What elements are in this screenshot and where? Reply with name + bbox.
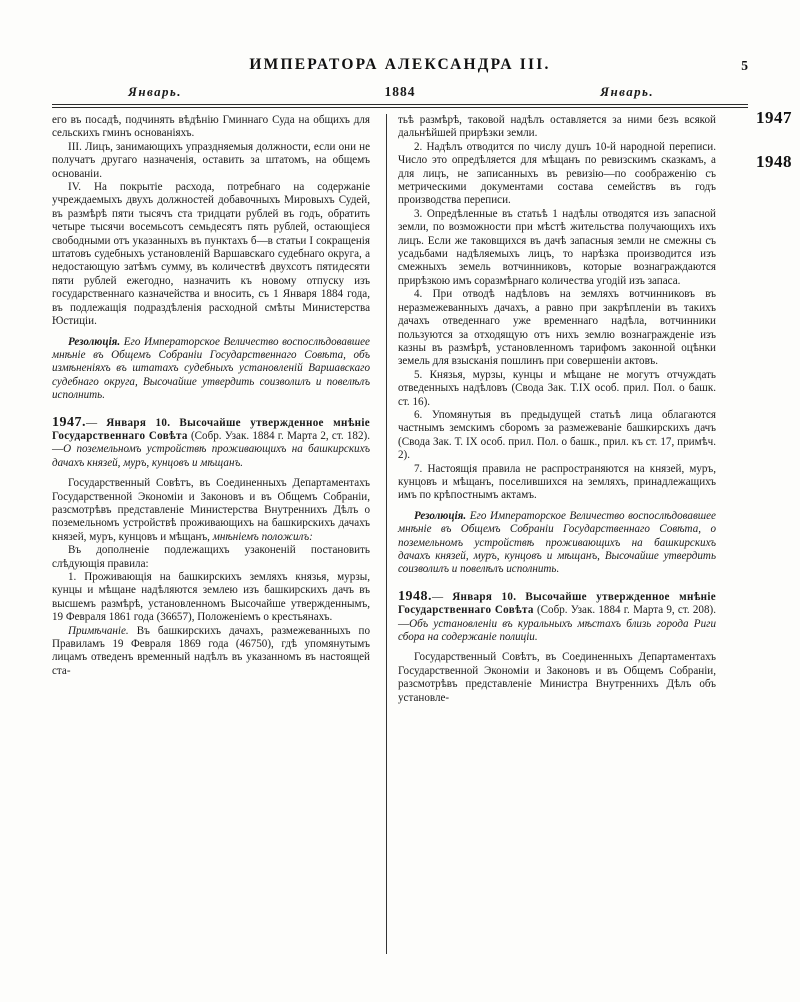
paragraph-continuation-right: тьѣ размѣрѣ, таковой надѣлъ оставляется за ними безъ всякой дальнѣйшей прирѣзки земли.	[398, 114, 716, 140]
right-column	[398, 114, 716, 705]
left-column	[52, 114, 370, 678]
entry-date-right: Января 10.	[452, 590, 517, 603]
resolution-block-right	[398, 510, 716, 577]
header-month-left: Январь.	[128, 84, 182, 99]
header-month-right: Январь.	[600, 84, 654, 99]
note-text: Въ башкирскихъ дачахъ, размежеванныхъ по Правиламъ 19 Февраля 1869 года (46750), гдѣ упомянутымъ лицамъ отведенъ временный надѣлъ въ указанномъ въ настоящей ста-	[52, 624, 371, 677]
resolution-label: Резолюція.	[68, 335, 121, 348]
entry-body-1-text: Государственный Совѣтъ, въ Соединенныхъ Департаментахъ Государственной Экономіи и Законовъ и въ Общемъ Собраніи, разсмотрѣвъ представленіе Министерства Внутреннихъ Дѣлъ о поземельномъ устройствѣ проживающихъ на башкирскихъ дачахъ князей, муръ, кунцовъ и мѣщанъ,	[52, 477, 370, 543]
resolution-text-right: Его Императорское Величество воспослѣдовавшее мнѣніе въ Общемъ Собраніи Государственнаго Совѣта, о поземельномъ устройствѣ проживающихъ на башкирскихъ дачахъ князей, муръ, кунцовъ и мѣщанъ, Высочайше утвердить соизволилъ и повелѣлъ исполнить.	[398, 509, 716, 576]
rule-3: 3. Опредѣленные въ статьѣ 1 надѣлы отводятся изъ запасной земли, по возможности при мѣстѣ жительства получающихъ ихъ лицъ. Если же таковщихся въ дачѣ запасныя земли не смежны съ усадьбами надѣляемыхъ лицъ, то нарѣзка производится изъ смежныхъ земель вотчинниковъ, которые вознаграждаются прирѣзкою имъ соразмѣрнаго количества угодій изъ запаса.	[398, 207, 716, 287]
rule-7: 7. Настоящія правила не распространяются на князей, муръ, кунцовъ и мѣщанъ, поселившихся на земляхъ, принадлежащихъ имъ по крѣпостнымъ актамъ.	[398, 462, 716, 502]
entry-body-1	[52, 477, 370, 544]
page-number: 5	[741, 58, 748, 73]
entry-heading-1947	[52, 416, 370, 471]
entry-heading-1948	[398, 590, 716, 645]
entry-number-right: 1948.	[398, 588, 432, 604]
entry-dash: —	[86, 416, 98, 429]
entry-body-2: Въ дополненіе подлежащихъ узаконеній постановить слѣдующія правила:	[52, 544, 370, 570]
entry-subject: О поземельномъ устройствѣ проживающихъ на башкирскихъ дачахъ князей, муръ, кунцовъ и мѣщанъ.	[52, 443, 370, 469]
header-rule	[52, 104, 748, 105]
resolution-block	[52, 336, 370, 403]
running-head: ИМПЕРАТОРА АЛЕКСАНДРА III.	[249, 56, 551, 73]
header-rule-thin	[52, 107, 748, 108]
entry-body-right: Государственный Совѣтъ, въ Соединенныхъ Департаментахъ Государственной Экономіи и Законовъ и въ Общемъ Собраніи, разсмотрѣвъ представленіе Министра Внутреннихъ Дѣлъ объ установле-	[398, 651, 716, 704]
rule-6: 6. Упомянутыя въ предыдущей статьѣ лица облагаются частнымъ земскимъ сборомъ за размежеваніе башкирскихъ дачъ (Свода Зак. Т. IX особ. прил. Пол. о башк., прил. къ ст. 17, примѣч. 2).	[398, 408, 716, 462]
entry-note	[52, 625, 370, 679]
resolution-text: Его Императорское Величество воспослѣдовавшее мнѣніе въ Общемъ Собраніи Государственнаго Совѣта, объ измѣненіяхъ въ штатахъ судебныхъ установленій Варшавскаго судебнаго округа, Высочайше утвердить соизволилъ и повелѣлъ исполнить.	[52, 335, 370, 402]
paragraph-continuation: его въ посадѣ, подчинять вѣдѣнію Гминнаго Суда на общихъ для сельскихъ гминъ основаніяхъ.	[52, 114, 370, 140]
rule-4: 4. При отводѣ надѣловъ на земляхъ вотчинниковъ въ неразмежеванныхъ дачахъ, а равно при закрѣпленіи въ такихъ дачахъ отведеннаго уже временнаго надѣла, вотчинники пользуются за отходящую отъ нихъ землю вознагражденіе изъ казны въ размѣрѣ, установленномъ тарифомъ законной оцѣнки земель для взысканія пошлинъ при совершеніи актовъ.	[398, 288, 716, 368]
entry-title-right: Высочайше утвержденное мнѣніе Государственнаго Совѣта	[398, 590, 716, 617]
entry-citation: (Собр. Узак. 1884 г. Марта 2, ст. 182).—	[52, 429, 370, 456]
entry-title: Высочайше утвержденное мнѣніе Государственнаго Совѣта	[52, 416, 370, 442]
entry-citation-right: (Собр. Узак. 1884 г. Марта 9, ст. 208).—	[398, 604, 716, 630]
margin-number-1947: 1947	[756, 108, 792, 127]
column-divider	[386, 114, 387, 954]
margin-number-1948: 1948	[756, 152, 792, 171]
entry-number: 1947.	[52, 414, 86, 430]
paragraph-section-iii: III. Лицъ, занимающихъ упраздняемыя должности, если они не получатъ другаго назначенія, оставить за штатомъ, на общемъ основаніи.	[52, 140, 370, 180]
rule-2: 2. Надѣлъ отводится по числу душъ 10-й народной переписи. Число это опредѣляется для мѣщанъ по ревизскимъ сказкамъ, а для лицъ, не записанныхъ въ ревизію—по соображенію съ метрическими документами состава семействъ въ годъ производства переписи.	[398, 140, 716, 207]
entry-date: Января 10.	[106, 416, 171, 429]
header-year: 1884	[384, 84, 416, 99]
entry-rule-1: 1. Проживающія на башкирскихъ земляхъ князья, мурзы, кунцы и мѣщане надѣляются землею изъ башкирскихъ дачъ въ высшемъ размѣрѣ, установленномъ Высочайше утвержденнымъ, 19 Февраля 1861 года (36657), Положеніемъ о крестьянахъ.	[52, 571, 370, 624]
note-label: Примѣчаніе.	[68, 624, 129, 637]
resolution-label-right: Резолюція.	[414, 509, 467, 522]
entry-subject-right: Объ установленіи въ куральныхъ мѣстахъ близь города Риги сбора на содержаніе полиціи.	[398, 617, 716, 644]
entry-body-1-tail: мнѣніемъ положилъ:	[212, 530, 313, 543]
rule-5: 5. Князья, мурзы, кунцы и мѣщане не могутъ отчуждать отведенныхъ надѣловъ (Свода Зак. Т.IX особ. прил. Пол. о башк. ст. 16).	[398, 368, 716, 408]
entry-dash-right: —	[432, 590, 444, 603]
paragraph-section-iv: IV. На покрытіе расхода, потребнаго на содержаніе учреждаемыхъ двухъ должностей добавочныхъ Мировыхъ Судей, въ размѣрѣ пяти тысячъ ста тридцати рублей въ годъ, обратить четыре тысячи восемьсотъ семьдесятъ пять рублей, остающіеся свободными отъ указанныхъ въ пунктахъ б—в статьи I сокращенія штатовъ судебныхъ установленій Варшавскаго судебнаго округа, а недостающую затѣмъ сумму, въ количествѣ двухсотъ пятидесяти пяти рублей ежегодно, назначить къ новому отпуску изъ государственнаго казначейства и вносить, съ 1 Января 1884 года, въ подлежащія подраздѣленія расходной смѣты Министерства Юстиціи.	[52, 181, 370, 328]
